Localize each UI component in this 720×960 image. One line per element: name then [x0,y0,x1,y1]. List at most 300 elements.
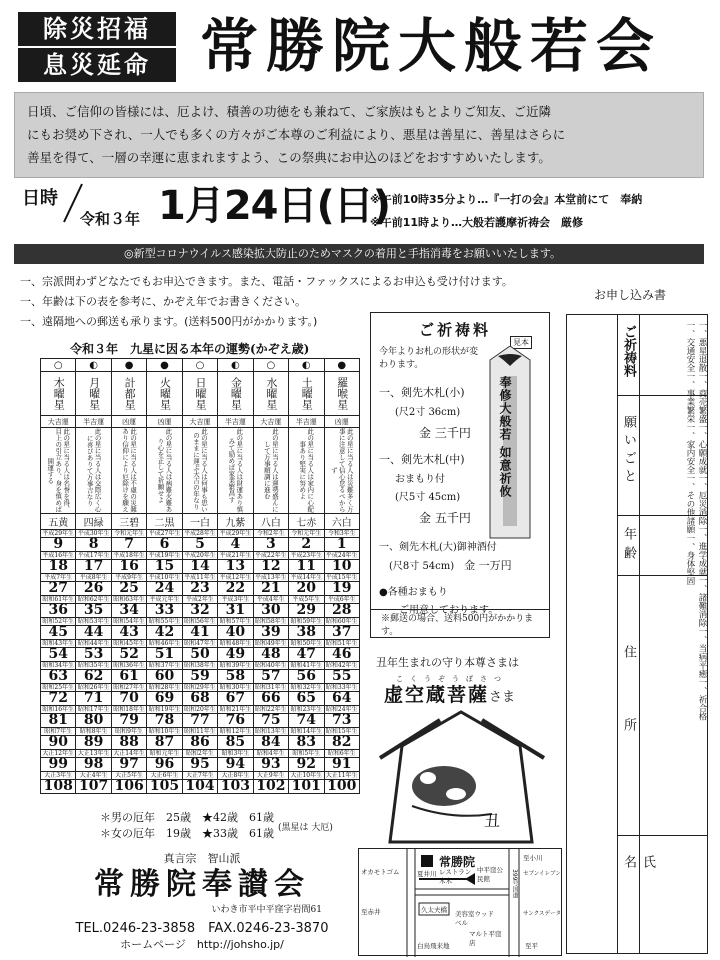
era-year-cell: 平成29年生 [42,530,75,537]
age-cell: 103 [218,780,253,794]
era-year-cell: 昭和4年生 [253,750,288,758]
intro-line: 日頃、ご信仰の皆様には、厄よけ、積善の功徳をも兼ねて、ご家族はもとよりご知友、ご近隣 [27,104,551,119]
era-year-cell: 昭和31年生 [255,684,287,691]
era-year-cell: 平成13年生 [255,574,287,581]
age-cell: 31 [218,604,253,618]
women-label: ＊女の厄年 [100,827,155,840]
form-label-address: 住所 [621,645,636,791]
era-year-cell: 平成4年生 [253,596,288,604]
page-title: 常勝院大般若会 [200,12,663,80]
nine-star: 三碧 [111,514,146,530]
planet-description: 此の星に当る人は家内に心配事あり堅実に努めよ [289,428,324,514]
planet-name: 土曜星 [289,372,324,416]
datetime-note2: ※午前11時より…大般若護摩祈祷会 厳修 [370,216,584,229]
era-year-cell: 平成23年生 [290,552,323,559]
map-label: 至小川 [523,854,543,862]
era-year-cell: 昭和37年生 [148,662,181,669]
age-cell: 16 [111,560,146,574]
planet-name: 計都星 [111,372,146,416]
bullet-item: 一、宗派問わずどなたでもお申込できます。また、電話・ファックスによるお申込も受け付けます。 [20,275,513,288]
datetime-note1: ※午前10時35分より…『一打の会』本堂前にて 奉納 [370,193,643,206]
age-cell: 82 [324,736,360,750]
map-label: 至赤井 [361,908,381,916]
access-map [358,848,562,956]
age-cell: 42 [147,626,182,640]
age-cell: 98 [76,758,111,772]
planet-fortune: 半吉運 [289,416,324,428]
age-cell: 74 [289,714,324,728]
age-cell: 106 [111,780,146,794]
form-label-fee: ご祈祷料 [621,325,636,377]
age-cell: 13 [218,560,253,574]
planet-fortune: 半吉運 [218,416,253,428]
era-year-cell: 大正14年生 [113,750,145,757]
yakudoshi-note: (黒星は 大厄) [278,823,333,833]
era-year-cell: 昭和26年生 [77,684,110,691]
price-item3-size: (尺8寸 54cm) 金 一万円 [389,559,512,572]
era-year-cell: 大正8年生 [218,772,253,780]
form-label-wish: 願いごと [621,415,636,487]
price-item3: 一、剣先木札(大)御神酒付 [379,542,497,553]
era-year-cell: 昭和16年生 [42,706,75,713]
era-year-cell: 平成7年生 [41,574,76,582]
era-year-cell: 昭和42年生 [325,662,358,669]
age-cell: 61 [111,670,146,684]
age-cell: 20 [289,582,324,596]
era-year-cell: 昭和63年生 [113,596,145,603]
era-year-cell: 昭和8年生 [76,728,111,736]
age-cell: 91 [324,758,360,772]
age-cell: 21 [253,582,288,596]
wish-item: 一、その他諸願 [685,474,695,534]
era-year-cell: 昭和5年生 [289,750,324,758]
table-row [41,780,360,794]
planet-symbol-icon: ● [147,359,182,372]
age-cell: 67 [218,692,253,706]
price-item2-sub: おまもり付 [395,474,445,485]
era-year-cell: 平成12年生 [219,574,252,581]
planet-symbol-icon: ◐ [76,359,111,372]
era-year-cell: 昭和24年生 [325,706,358,713]
era-year-cell: 令和元年生 [289,530,324,538]
age-cell: 56 [289,670,324,684]
era-year-cell: 昭和20年生 [184,706,216,713]
intro-box [14,92,704,178]
era-year-cell: 昭和38年生 [184,662,216,669]
era-year-cell: 昭和52年生 [42,618,75,625]
era-year-cell: 昭和36年生 [113,662,145,669]
era-year-cell: 平成9年生 [111,574,146,582]
era-year-cell: 昭和12年生 [219,728,252,735]
era-year-cell: 昭和9年生 [111,728,146,736]
planet-fortune: 凶運 [111,416,146,428]
era-year-cell: 昭和6年生 [324,750,360,758]
era-year-cell: 昭和56年生 [184,618,216,625]
planet-name: 日曜星 [182,372,217,416]
age-cell: 48 [253,648,288,662]
planet-name: 木曜星 [41,372,76,416]
age-cell: 15 [147,560,182,574]
era-year-cell: 昭和58年生 [255,618,287,625]
table-row [41,626,360,640]
nine-star: 五黄 [41,514,76,530]
era-year-cell: 昭和45年生 [113,640,145,647]
map-label: オカモトゴム [361,868,400,876]
price-item3-price: 金 一万円 [464,559,512,572]
men-ages: 25歳 ★42歳 61歳 [166,811,274,824]
age-cell: 53 [76,648,111,662]
wish-item: 一、祈合格 [697,678,707,721]
era-year-cell: 平成15年生 [325,574,358,581]
honzon-name: 虚空蔵菩薩 [384,684,490,706]
era-year-cell: 平成8年生 [76,574,111,582]
era-year-cell: 平成6年生 [324,596,360,604]
age-cell: 49 [218,648,253,662]
age-cell: 83 [289,736,324,750]
era-year-cell: 平成28年生 [184,530,216,537]
footer-org: 常勝院奉讃会 [94,867,310,902]
era-year-cell: 大正3年生 [41,772,76,780]
footer-address: いわき市平中平窪字岩間61 [211,905,322,915]
age-cell: 50 [182,648,217,662]
planet-description: 此の星に当る人は災難多く万事に注意して信心怠るべからず [324,428,360,514]
age-cell: 107 [76,780,111,794]
age-cell: 89 [76,736,111,750]
era-year-cell: 昭和29年生 [184,684,216,691]
planet-symbol-icon: ◐ [289,359,324,372]
map-label: レストラン木木 [439,868,472,885]
age-cell: 97 [111,758,146,772]
planet-name: 金曜星 [218,372,253,416]
planet-description: 此の星に当る人は交際広く心に喜びありて万事吉なり [76,428,111,514]
price-item1-size: (尺2寸 36cm) [395,407,461,418]
era-year-cell: 昭和48年生 [219,640,252,647]
era-year-cell: 大正4年生 [76,772,111,780]
fortune-table [40,358,360,794]
planet-fortune: 凶運 [147,416,182,428]
wish-item: 一、悪星退散 [697,321,707,372]
age-cell: 92 [289,758,324,772]
age-cell: 40 [218,626,253,640]
age-cell: 32 [182,604,217,618]
bullet-item: 一、年齢は下の表を参考に、かぞえ年でお書きください。 [20,295,306,308]
price-title: ご祈祷料 [419,321,492,339]
planet-name: 水曜星 [253,372,288,416]
era-year-cell: 昭和53年生 [77,618,110,625]
age-cell: 33 [147,604,182,618]
age-cell: 100 [324,780,360,794]
yakudoshi-legend [100,810,274,842]
era-year-cell: 平成17年生 [77,552,110,559]
planet-symbol-icon: ○ [41,359,76,372]
price-item1-price: 金 三千円 [419,426,471,440]
age-cell: 72 [41,692,76,706]
age-cell: 1 [324,538,360,552]
planet-description: 此の星に当る人は不慮の災難あり信仰により厄除けを願え [111,428,146,514]
map-label: サンクスデータ [523,911,561,917]
planet-symbol-icon: ● [111,359,146,372]
age-cell: 23 [182,582,217,596]
wish-item: 一、心願成就 [697,423,707,474]
age-cell: 58 [218,670,253,684]
map-label: 399号国道 [511,869,518,899]
age-cell: 71 [76,692,111,706]
planet-name: 火曜星 [147,372,182,416]
era-year-cell: 平成22年生 [255,552,287,559]
age-cell: 65 [289,692,324,706]
age-cell: 3 [253,538,288,552]
era-year-cell: 平成16年生 [42,552,75,559]
map-label: 白鳥飛来地 [417,942,450,950]
planet-fortune: 大吉運 [182,416,217,428]
era-year-cell: 平成2年生 [182,596,217,604]
age-cell: 105 [147,780,182,794]
planet-symbol-icon: ○ [182,359,217,372]
map-label: 美容室ウッドベル [455,910,494,927]
planet-description: 此の星に当る人は何事も思いのままに運ぶ大吉の年なり [182,428,217,514]
era-year-cell: 昭和14年生 [290,728,323,735]
era-year-cell: 令和2年生 [253,530,288,538]
era-year-cell: 昭和19年生 [148,706,181,713]
honzon-name-line [384,680,515,707]
planet-fortune: 半吉運 [76,416,111,428]
wish-item: 一、事業繁栄 [685,372,695,423]
age-cell: 102 [253,780,288,794]
era-year-cell: 平成18年生 [113,552,145,559]
era-year-cell: 昭和62年生 [77,596,110,603]
age-cell: 68 [182,692,217,706]
era-year-cell: 昭和3年生 [218,750,253,758]
era-year-cell: 大正13年生 [77,750,110,757]
era-year-cell: 大正12年生 [42,750,75,757]
age-cell: 94 [218,758,253,772]
era-year-cell: 昭和44年生 [77,640,110,647]
age-cell: 47 [289,648,324,662]
era-year-cell: 昭和49年生 [255,640,287,647]
age-cell: 62 [76,670,111,684]
nine-star: 九紫 [218,514,253,530]
honzon-suffix: さま [489,690,516,705]
planet-description: 此の星に当る人は運勢盛んにして万事順調に進む [253,428,288,514]
planet-name: 月曜星 [76,372,111,416]
age-cell: 70 [111,692,146,706]
badge-top: 除災招福 [18,12,176,46]
age-cell: 86 [182,736,217,750]
wish-item: 一、商売繁盛 [697,372,707,423]
nine-star: 七赤 [289,514,324,530]
table-row [41,692,360,706]
age-cell: 45 [41,626,76,640]
wish-list [645,321,707,721]
era-year-cell: 昭和39年生 [219,662,252,669]
ema-character: 丑 [484,811,501,830]
age-cell: 88 [111,736,146,750]
omamori-line1: ●各種おまもり [379,587,448,598]
age-cell: 12 [253,560,288,574]
planet-description: 此の星に当る人は病難火難あり心を正して祈願せよ [147,428,182,514]
era-year-cell: 昭和55年生 [148,618,181,625]
era-year-cell: 平成27年生 [148,530,181,537]
era-year-cell: 平成3年生 [218,596,253,604]
era-year-cell: 昭和2年生 [182,750,217,758]
application-form [566,284,708,954]
sample-label: 見本 [510,336,532,349]
age-cell: 79 [111,714,146,728]
age-cell: 76 [218,714,253,728]
planet-name: 羅喉星 [324,372,360,416]
table-row [41,648,360,662]
age-cell: 108 [41,780,76,794]
era-year-cell: 平成10年生 [148,574,181,581]
map-label: 至平 [525,942,538,950]
table-row [41,582,360,596]
map-temple-label: 常勝院 [439,855,476,869]
badge-bottom: 息災延命 [18,48,176,82]
age-cell: 87 [147,736,182,750]
age-cell: 54 [41,648,76,662]
era-year-cell: 平成20年生 [184,552,216,559]
era-year-cell: 昭和43年生 [42,640,75,647]
wish-item: 一、諸難消除 [697,576,707,627]
age-cell: 37 [324,626,360,640]
table-row [41,714,360,728]
age-cell: 57 [253,670,288,684]
age-cell: 29 [289,604,324,618]
era-year-cell: 昭和59年生 [290,618,323,625]
age-cell: 4 [218,538,253,552]
era-year-cell: 大正11年生 [325,772,358,779]
table-row [41,538,360,552]
era-year-cell: 昭和7年生 [41,728,76,736]
age-cell: 7 [111,538,146,552]
planet-fortune: 大吉運 [253,416,288,428]
era-year-cell: 昭和21年生 [219,706,252,713]
wish-item: 一、進学成就 [697,525,707,576]
form-col-divider [617,315,618,953]
era-year-cell: 昭和61年生 [42,596,75,603]
age-cell: 11 [289,560,324,574]
age-cell: 28 [324,604,360,618]
age-cell: 46 [324,648,360,662]
map-label: マルト平窪店 [469,930,502,947]
women-ages: 19歳 ★33歳 61歳 [166,827,274,840]
era-year-cell: 平成29年生 [219,530,252,537]
age-cell: 27 [41,582,76,596]
era-year-cell: 平成11年生 [184,574,216,581]
wish-item: 一、家内安全 [685,423,695,474]
era-year-cell: 昭和元年生 [147,750,182,758]
postal-note: ※郵送の場合、送料500円がかかります。 [381,614,534,637]
era-year-cell: 昭和51年生 [325,640,358,647]
age-cell: 19 [324,582,360,596]
age-cell: 41 [182,626,217,640]
table-row [41,604,360,618]
planet-fortune: 凶運 [324,416,360,428]
age-cell: 51 [147,648,182,662]
era-year-cell: 昭和46年生 [148,640,181,647]
age-cell: 96 [147,758,182,772]
form-box [566,314,708,954]
age-cell: 80 [76,714,111,728]
era-year-cell: 昭和60年生 [325,618,358,625]
price-item2: 一、剣先木札(中) [379,453,465,466]
age-cell: 26 [76,582,111,596]
age-cell: 85 [218,736,253,750]
talisman-text: 奉修大般若 如意祈攸 [498,376,512,499]
age-cell: 39 [253,626,288,640]
era-year-cell: 平成19年生 [148,552,181,559]
era-year-cell: 平成24年生 [325,552,358,559]
omamori-line2: ご用意しております。 [399,605,499,616]
table-row [41,670,360,684]
age-cell: 99 [41,758,76,772]
bullet-item: 一、遠隔地への郵送も承ります。(送料500円がかかります。) [20,315,318,328]
age-cell: 22 [218,582,253,596]
form-label-name: 氏名 [621,855,655,908]
age-cell: 81 [41,714,76,728]
era-year-cell: 昭和13年生 [255,728,287,735]
footer [52,850,352,952]
era-year-cell: 昭和50年生 [290,640,323,647]
planet-symbol-icon: ◐ [218,359,253,372]
form-row-divider [617,835,707,836]
age-cell: 63 [41,670,76,684]
age-cell: 30 [253,604,288,618]
era-year-cell: 昭和11年生 [184,728,216,735]
era-year-cell: 昭和54年生 [113,618,145,625]
nine-star: 六白 [324,514,360,530]
era-year-cell: 昭和10年生 [148,728,181,735]
age-cell: 5 [182,538,217,552]
era-year-cell: 平成21年生 [219,552,252,559]
age-cell: 101 [289,780,324,794]
wish-item: 一、厄災消除 [697,474,707,525]
form-label-age: 年齢 [621,527,636,565]
age-cell: 36 [41,604,76,618]
era-year-cell: 昭和27年生 [113,684,145,691]
era-year-cell: 昭和47年生 [184,640,216,647]
table-row [41,560,360,574]
era-year-cell: 昭和40年生 [255,662,287,669]
intro-line: にもお奨め下され、一人でも多くの方々がご本尊のご利益により、悪星は善星に、善星はさらに [27,127,566,142]
planet-description: 此の星に当る人は名誉を得、目上の引立あり、身を慎めば開運する [41,428,76,514]
footer-homepage[interactable]: ホームページ http://johsho.jp/ [120,938,284,951]
age-cell: 43 [111,626,146,640]
datetime-era: 令和３年 [80,210,141,228]
era-year-cell: 昭和32年生 [290,684,323,691]
footer-phone: TEL.0246-23-3858 FAX.0246-23-3870 [75,921,329,936]
age-cell: 14 [182,560,217,574]
age-cell: 34 [111,604,146,618]
age-cell: 35 [76,604,111,618]
era-year-cell: 昭和22年生 [255,706,287,713]
era-year-cell: 昭和25年生 [42,684,75,691]
age-cell: 10 [324,560,360,574]
era-year-cell: 昭和17年生 [77,706,110,713]
era-year-cell: 昭和35年生 [77,662,110,669]
table-row [41,758,360,772]
era-year-cell: 大正6年生 [147,772,182,780]
age-cell: 77 [182,714,217,728]
age-cell: 59 [182,670,217,684]
age-cell: 90 [41,736,76,750]
wish-item: 一、当病平癒 [697,627,707,678]
era-year-cell: 平成5年生 [289,596,324,604]
age-cell: 60 [147,670,182,684]
era-year-cell: 大正10年生 [290,772,323,779]
age-cell: 8 [76,538,111,552]
datetime-label: 日時 [22,188,58,209]
